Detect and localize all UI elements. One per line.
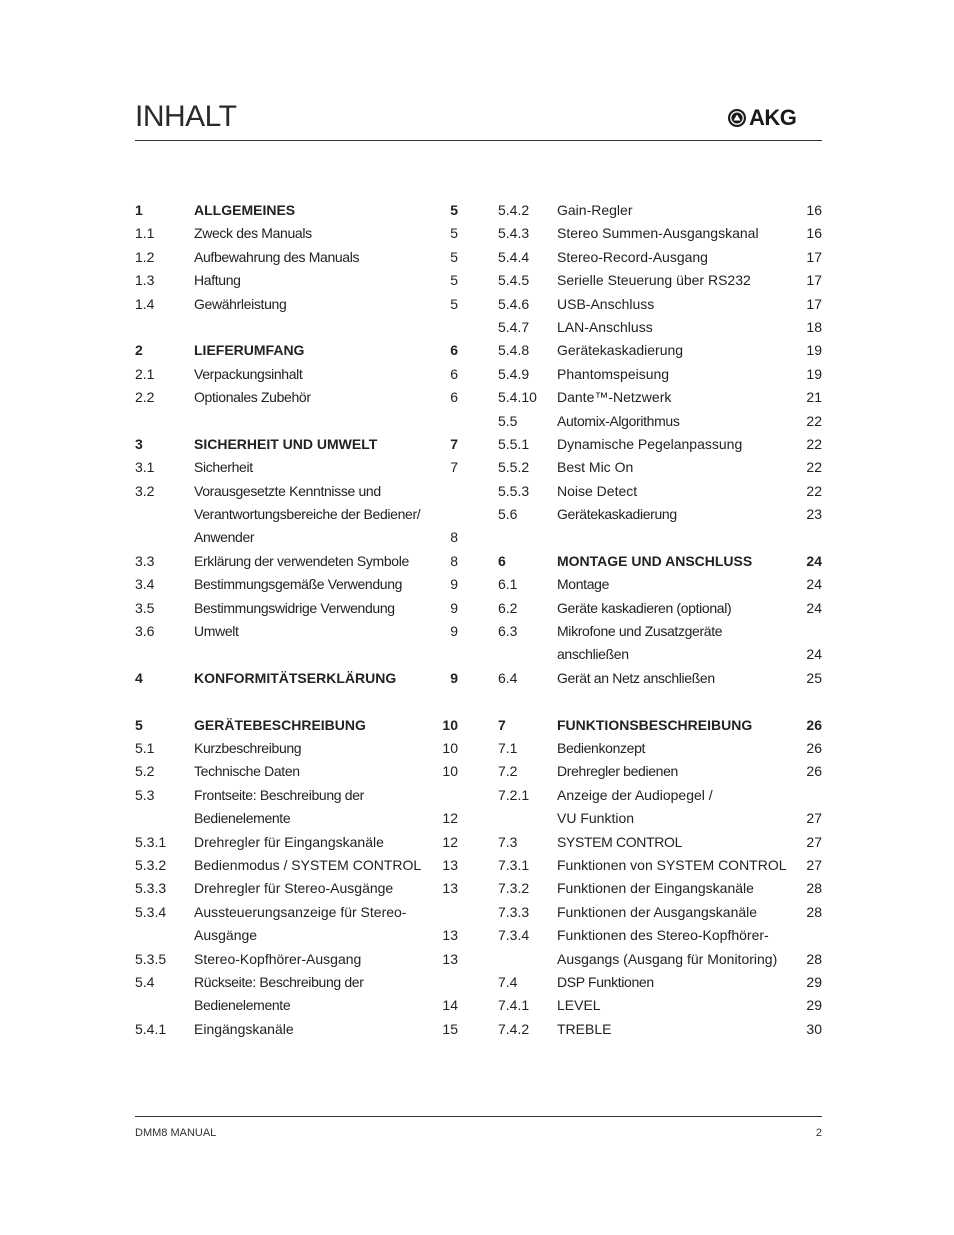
toc-entry-title: Erklärung der verwendeten Symbole [194,552,409,569]
toc-entry[interactable] [498,760,822,783]
toc-entry-number: 5.2 [135,763,155,780]
toc-entry-page: 10 [442,763,458,780]
toc-entry-number: 7.3.3 [498,903,530,920]
toc-entry-title: Gain-Regler [557,202,633,218]
toc-entry-title: Eingängskanäle [194,1020,294,1037]
toc-entry-title: Drehregler für Stereo-Ausgänge [194,880,394,897]
toc-entry[interactable] [498,456,822,479]
toc-chapter-entry[interactable] [135,433,458,456]
toc-entry-number: 5.3.1 [135,833,167,850]
toc-entry-number: 5.1 [135,739,155,756]
toc-entry-page: 9 [450,599,458,616]
toc-entry[interactable] [498,363,822,386]
toc-entry-number: 7.4.1 [498,997,530,1014]
toc-entry[interactable] [135,550,458,573]
toc-entry-title: Mikrofone und Zusatzgeräte [557,623,723,640]
toc-entry[interactable] [135,924,458,947]
toc-entry-title: Gerät an Netz anschließen [557,669,715,686]
toc-entry-title: Bedienmodus / SYSTEM CONTROL [194,856,422,873]
toc-entry-page: 26 [806,763,822,780]
toc-entry-title: Verpackungsinhalt [194,365,303,382]
toc-entry-title: Phantomspeisung [557,365,670,382]
toc-entry-title: Haftung [194,272,241,289]
toc-entry[interactable] [498,269,822,292]
toc-entry-number: 7.4 [498,973,518,990]
toc-entry[interactable] [498,1018,822,1041]
toc-entry[interactable] [135,877,458,900]
toc-chapter-entry[interactable] [135,339,458,362]
toc-entry[interactable] [135,737,458,760]
toc-entry-title: Aufbewahrung des Manuals [194,248,360,265]
toc-entry-page: 6 [450,365,458,382]
toc-entry-page: 8 [450,529,458,546]
toc-entry-page: 28 [806,903,822,920]
toc-entry-number: 1.4 [135,295,155,312]
toc-entry-title: Aussteuerungsanzeige für Stereo- [194,903,407,920]
toc-entry[interactable] [135,831,458,854]
toc-entry-title: Vorausgesetzte Kenntnisse und [194,482,381,499]
toc-entry-page: 13 [442,950,458,967]
toc-entry-page: 5 [450,295,458,312]
toc-entry-number: 1.1 [135,225,155,242]
toc-spacer [498,690,822,713]
toc-entry-title: Bestimmungswidrige Verwendung [194,599,395,616]
toc-entry[interactable] [498,901,822,924]
toc-entry-title: Gerätekaskadierung [557,506,677,523]
toc-entry-title: DSP Funktionen [557,973,654,990]
toc-entry-number: 1 [135,202,143,218]
toc-entry-page: 26 [806,716,822,733]
toc-entry-title: Funktionen von SYSTEM CONTROL [557,856,787,873]
toc-entry-title: anschließen [557,646,629,663]
toc-entry-title: USB-Anschluss [557,295,655,312]
toc-entry-page: 29 [806,997,822,1014]
toc-entry-page: 25 [806,669,822,686]
toc-entry-number: 5.4.1 [135,1020,167,1037]
toc-entry-page: 22 [806,412,822,429]
toc-entry-number: 3.4 [135,576,155,593]
toc-entry-title: SYSTEM CONTROL [557,833,683,850]
toc-spacer [498,526,822,549]
toc-entry-title: Anwender [194,529,255,546]
toc-entry-page: 24 [806,599,822,616]
toc-entry-number: 7.4.2 [498,1020,530,1037]
toc-entry-title: Verantwortungsbereiche der Bediener/ [194,506,421,523]
toc-entry[interactable] [498,831,822,854]
toc-entry-title: LIEFERUMFANG [194,342,305,359]
toc-entry-title: VU Funktion [557,810,635,827]
toc-entry-number: 5.3.3 [135,880,167,897]
toc-entry[interactable] [498,386,822,409]
toc-entry-page: 10 [442,716,458,733]
toc-entry[interactable] [135,971,458,994]
toc-entry-number: 5.6 [498,506,518,523]
toc-entry-number: 6.1 [498,576,518,593]
toc-entry-number: 5.5.2 [498,459,530,476]
toc-chapter-entry[interactable] [135,199,458,222]
toc-entry-title: Kurzbeschreibung [194,739,302,756]
toc-entry-title: ALLGEMEINES [194,202,296,218]
toc-entry-page: 18 [806,318,822,335]
toc-entry-title: Optionales Zubehör [194,389,311,406]
toc-entry[interactable] [135,526,458,549]
toc-entry-number: 6.2 [498,599,518,616]
toc-entry[interactable] [135,1018,458,1041]
toc-entry-number: 3.2 [135,482,155,499]
toc-entry[interactable] [498,222,822,245]
toc-entry-title: Drehregler für Eingangskanäle [194,833,384,850]
toc-entry-title: Frontseite: Beschreibung der [194,786,364,803]
toc-entry-page: 9 [450,576,458,593]
toc-entry-title: Stereo-Record-Ausgang [557,248,708,265]
toc-entry-title: Umwelt [194,623,239,640]
toc-entry-number: 6 [498,552,506,569]
toc-entry-title: Technische Daten [194,763,300,780]
toc-entry-title: GERÄTEBESCHREIBUNG [194,716,366,733]
toc-entry[interactable] [135,269,458,292]
logo-wordmark: AKG [749,105,797,130]
toc-entry-number: 3.5 [135,599,155,616]
toc-entry[interactable] [498,503,822,526]
toc-entry[interactable] [498,854,822,877]
toc-entry-page: 24 [806,552,822,569]
toc-entry[interactable] [498,877,822,900]
toc-spacer [135,410,458,433]
toc-entry-title: Funktionen der Ausgangskanäle [557,903,758,920]
toc-entry[interactable] [135,293,458,316]
toc-entry[interactable] [498,994,822,1017]
toc-entry-title: Bestimmungsgemäße Verwendung [194,576,403,593]
toc-entry-number: 5.5.1 [498,435,530,452]
toc-entry-page: 13 [442,927,458,944]
toc-entry-title: Montage [557,576,610,593]
toc-entry-number: 5.3.4 [135,903,167,920]
toc-spacer [135,690,458,713]
toc-entry-page: 15 [442,1020,458,1037]
toc-entry-number: 2.2 [135,389,155,406]
toc-entry[interactable] [498,737,822,760]
toc-entry-page: 5 [450,272,458,289]
toc-entry-title: Serielle Steuerung über RS232 [557,272,751,289]
toc-entry-page: 19 [806,365,822,382]
toc-spacer [135,643,458,666]
toc-chapter-entry[interactable] [498,550,822,573]
toc-entry-page: 24 [806,576,822,593]
toc-entry-number: 5.4.8 [498,342,530,359]
toc-entry-page: 9 [450,669,458,686]
page-title: INHALT [135,100,237,133]
toc-entry-number: 5.4.3 [498,225,530,242]
toc-entry-number: 7 [498,716,506,733]
toc-entry[interactable] [135,948,458,971]
toc-entry[interactable] [135,901,458,924]
toc-entry-page: 13 [442,880,458,897]
toc-entry-number: 7.3.4 [498,927,530,944]
toc-entry-title: Ausgangs (Ausgang für Monitoring) [557,950,778,967]
toc-entry-title: LEVEL [557,997,601,1014]
toc-entry-page: 8 [450,552,458,569]
toc-entry-page: 24 [806,646,822,663]
toc-entry[interactable] [498,293,822,316]
toc-entry[interactable] [498,597,822,620]
toc-entry-number: 3.1 [135,459,155,476]
toc-entry-page: 22 [806,435,822,452]
footer-divider [135,1116,822,1117]
toc-entry-title: Dante™-Netzwerk [557,389,672,406]
toc-entry-number: 1.3 [135,272,155,289]
toc-entry-number: 5.4.4 [498,248,530,265]
toc-entry[interactable] [135,222,458,245]
toc-entry-number: 7.3 [498,833,518,850]
toc-entry-page: 17 [806,248,822,265]
toc-entry-page: 9 [450,623,458,640]
toc-entry[interactable] [498,807,822,830]
toc-entry-page: 21 [806,389,822,406]
toc-entry[interactable] [135,760,458,783]
toc-entry[interactable] [498,316,822,339]
toc-entry-page: 10 [442,739,458,756]
toc-entry-title: Bedienelemente [194,997,291,1014]
toc-entry-number: 2 [135,342,143,359]
toc-entry-number: 3.6 [135,623,155,640]
toc-entry-number: 5.4 [135,973,155,990]
toc-entry-title: Funktionen der Eingangskanäle [557,880,754,897]
toc-entry-page: 16 [806,202,822,218]
toc-entry-title: FUNKTIONSBESCHREIBUNG [557,716,753,733]
toc-entry-number: 5.4.9 [498,365,530,382]
toc-entry[interactable] [135,784,458,807]
toc-entry-number: 5.4.5 [498,272,530,289]
toc-entry-page: 13 [442,856,458,873]
toc-entry-title: Ausgänge [194,927,258,944]
toc-entry-title: Drehregler bedienen [557,763,678,780]
toc-entry-number: 5.4.2 [498,202,530,218]
toc-entry-page: 7 [450,435,458,452]
toc-chapter-entry[interactable] [498,714,822,737]
toc-entry-number: 6.3 [498,623,518,640]
toc-entry[interactable] [498,971,822,994]
akg-logo [727,107,823,129]
toc-entry-page: 5 [450,202,458,218]
toc-entry[interactable] [498,784,822,807]
footer-manual-name: DMM8 MANUAL [135,1127,217,1139]
toc-entry-number: 7.3.2 [498,880,530,897]
toc-entry-page: 27 [806,856,822,873]
toc-entry-number: 2.1 [135,365,155,382]
toc-entry[interactable] [135,503,458,526]
toc-entry[interactable] [135,807,458,830]
toc-entry-title: Dynamische Pegelanpassung [557,435,743,452]
toc-entry[interactable] [135,573,458,596]
toc-entry-page: 28 [806,880,822,897]
toc-entry-number: 5.3.2 [135,856,167,873]
toc-entry[interactable] [498,620,822,643]
toc-entry-title: Stereo-Kopfhörer-Ausgang [194,950,362,967]
toc-entry-page: 27 [806,810,822,827]
toc-entry-title: Gerätekaskadierung [557,342,684,359]
toc-entry-number: 5.3 [135,786,155,803]
toc-entry-page: 19 [806,342,822,359]
toc-entry-page: 16 [806,225,822,242]
toc-entry[interactable] [498,643,822,666]
toc-entry-title: Rückseite: Beschreibung der [194,973,364,990]
toc-entry-number: 7.1 [498,739,518,756]
toc-entry-number: 5.5.3 [498,482,530,499]
footer-page-number: 2 [815,1127,822,1139]
toc-entry-number: 4 [135,669,143,686]
toc-entry-number: 5.5 [498,412,518,429]
toc-entry[interactable] [135,363,458,386]
toc-entry[interactable] [498,480,822,503]
toc-entry-page: 17 [806,295,822,312]
toc-entry-number: 3.3 [135,552,155,569]
toc-entry[interactable] [135,994,458,1017]
toc-chapter-entry[interactable] [135,667,458,690]
toc-chapter-entry[interactable] [135,714,458,737]
toc-entry-page: 29 [806,973,822,990]
toc-entry-page: 7 [450,459,458,476]
toc-entry-number: 3 [135,435,143,452]
toc-entry-title: Noise Detect [557,482,638,499]
toc-entry-page: 5 [450,248,458,265]
toc-entry-title: SICHERHEIT UND UMWELT [194,435,378,452]
toc-entry-title: Bedienkonzept [557,739,646,756]
toc-entry-page: 22 [806,459,822,476]
toc-entry-title: Stereo Summen-Ausgangskanal [557,225,759,242]
toc-entry-title: Geräte kaskadieren (optional) [557,599,732,616]
toc-spacer [135,316,458,339]
toc-entry[interactable] [135,456,458,479]
toc-entry-page: 28 [806,950,822,967]
toc-entry-number: 5.3.5 [135,950,167,967]
toc-entry-title: Sicherheit [194,459,253,476]
toc-entry-title: Funktionen des Stereo-Kopfhörer- [557,927,769,944]
toc-entry-page: 6 [450,389,458,406]
toc-entry[interactable] [135,597,458,620]
toc-entry[interactable] [135,620,458,643]
toc-entry-title: KONFORMITÄTSERKLÄRUNG [194,669,397,686]
toc-entry-page: 22 [806,482,822,499]
header-divider [135,140,822,141]
toc-entry-number: 5.4.7 [498,318,530,335]
toc-entry-number: 7.3.1 [498,856,530,873]
toc-entry-title: Zweck des Manuals [194,225,312,242]
toc-entry-number: 5 [135,716,143,733]
toc-entry[interactable] [498,433,822,456]
toc-entry-number: 7.2.1 [498,786,530,803]
toc-entry[interactable] [498,410,822,433]
toc-entry-page: 5 [450,225,458,242]
toc-entry[interactable] [498,948,822,971]
toc-entry-number: 7.2 [498,763,518,780]
toc-column-right [498,199,822,1041]
toc-entry-page: 17 [806,272,822,289]
toc-entry-title: Best Mic On [557,459,634,476]
toc-entry-number: 5.4.10 [498,389,537,406]
toc-entry-page: 14 [442,997,458,1014]
toc-entry-title: Automix-Algorithmus [557,412,680,429]
toc-entry-page: 12 [442,833,458,850]
toc-entry[interactable] [135,246,458,269]
toc-entry-page: 27 [806,833,822,850]
toc-entry[interactable] [135,386,458,409]
toc-entry[interactable] [135,854,458,877]
toc-entry-page: 30 [806,1020,822,1037]
toc-entry-number: 6.4 [498,669,518,686]
toc-entry-number: 1.2 [135,248,155,265]
toc-entry[interactable] [135,480,458,503]
toc-entry-page: 12 [442,810,458,827]
toc-entry-number: 5.4.6 [498,295,530,312]
toc-entry-title: Gewährleistung [194,295,287,312]
toc-entry-title: LAN-Anschluss [557,318,653,335]
toc-entry-title: Bedienelemente [194,810,291,827]
toc-entry-title: MONTAGE UND ANSCHLUSS [557,552,753,569]
toc-entry[interactable] [498,199,822,222]
toc-entry-page: 6 [450,342,458,359]
toc-entry[interactable] [498,246,822,269]
toc-entry-page: 26 [806,739,822,756]
toc-entry-page: 23 [806,506,822,523]
toc-entry-title: Anzeige der Audiopegel / [557,786,713,803]
toc-entry[interactable] [498,667,822,690]
toc-entry[interactable] [498,339,822,362]
toc-entry[interactable] [498,924,822,947]
akg-emblem-icon [727,108,747,128]
toc-entry[interactable] [498,573,822,596]
toc-entry-title: TREBLE [557,1020,612,1037]
toc-column-left [135,199,458,1041]
